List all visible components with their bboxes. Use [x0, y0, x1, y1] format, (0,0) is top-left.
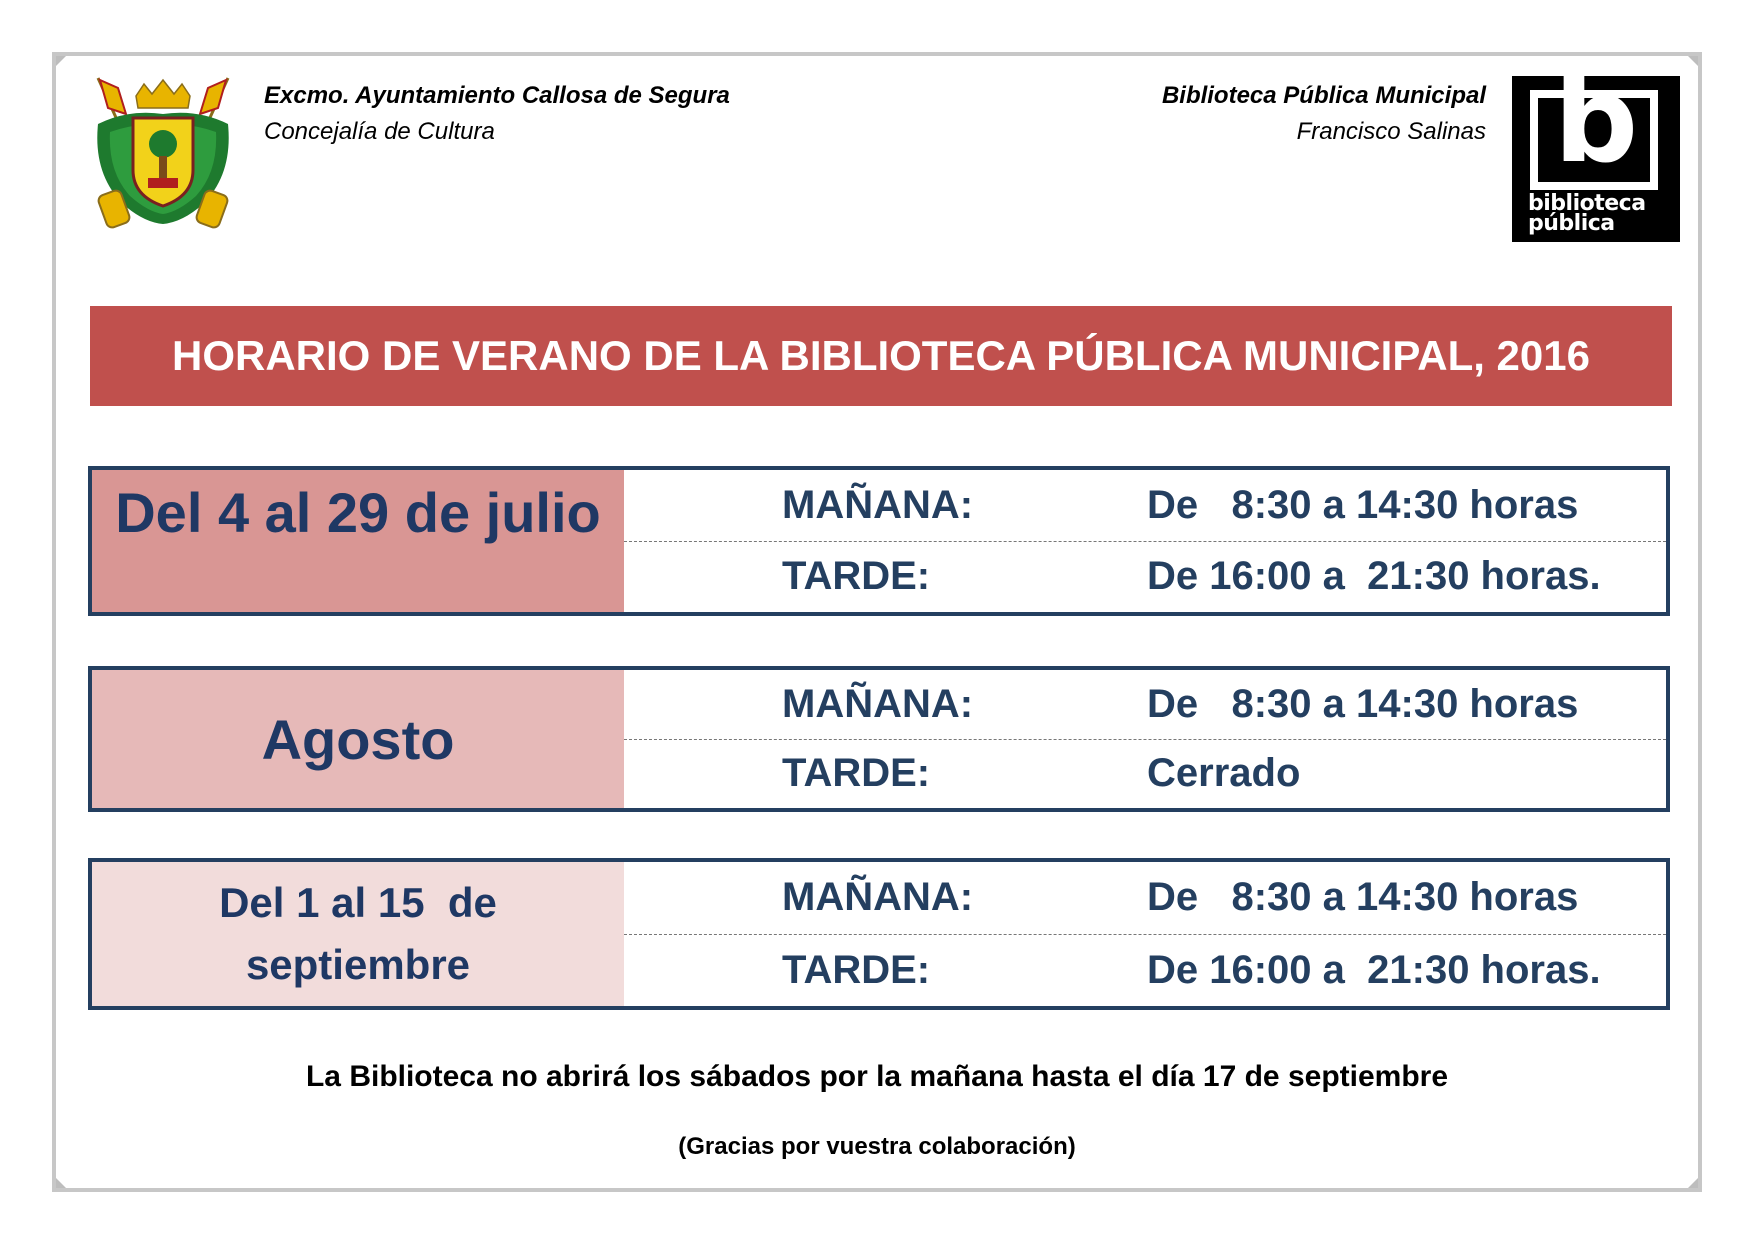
afternoon-label: TARDE:	[782, 947, 931, 992]
thanks-note: (Gracias por vuestra colaboración)	[678, 1133, 1076, 1160]
afternoon-label: TARDE:	[782, 751, 931, 796]
period-cell	[92, 670, 624, 808]
coat-of-arms-icon	[88, 74, 238, 234]
library-name: Biblioteca Pública Municipal	[1161, 82, 1486, 109]
morning-hours: De 8:30 a 14:30 horas	[1147, 681, 1579, 726]
period-label: Agosto	[261, 707, 455, 771]
schedule-block-august	[88, 666, 1670, 812]
department-name: Concejalía de Cultura	[264, 118, 495, 145]
afternoon-row	[624, 542, 1666, 613]
logo-letter: b	[1553, 51, 1639, 189]
afternoon-hours: De 16:00 a 21:30 horas.	[1147, 947, 1601, 992]
afternoon-hours: De 16:00 a 21:30 horas.	[1147, 554, 1601, 599]
library-logo-icon	[1512, 51, 1680, 242]
morning-hours: De 8:30 a 14:30 horas	[1147, 482, 1579, 527]
afternoon-row	[624, 935, 1666, 1007]
morning-label: MAÑANA:	[782, 875, 974, 920]
schedule-block-september	[88, 858, 1670, 1010]
afternoon-row	[624, 740, 1666, 809]
frame-corner	[56, 1178, 66, 1188]
logo-label-line2: pública	[1528, 211, 1615, 236]
hours-rows	[624, 670, 1666, 808]
page-frame	[52, 52, 1702, 1192]
period-label-line1: Del 1 al 15 de	[219, 879, 497, 926]
logo-label	[1528, 191, 1646, 236]
hours-rows	[624, 470, 1666, 612]
afternoon-hours: Cerrado	[1147, 751, 1301, 796]
header-left	[264, 78, 730, 150]
morning-hours: De 8:30 a 14:30 horas	[1147, 875, 1579, 920]
frame-corner	[1688, 56, 1698, 66]
library-subname: Francisco Salinas	[1296, 118, 1486, 145]
morning-label: MAÑANA:	[782, 482, 974, 527]
period-cell	[92, 862, 624, 1006]
afternoon-label: TARDE:	[782, 554, 931, 599]
hours-rows	[624, 862, 1666, 1006]
council-name: Excmo. Ayuntamiento Callosa de Segura	[264, 82, 730, 109]
frame-corner	[56, 56, 66, 66]
period-label-line2: septiembre	[245, 941, 471, 988]
morning-label: MAÑANA:	[782, 681, 974, 726]
header-right	[1162, 78, 1486, 150]
period-label: Del 4 al 29 de julio	[115, 481, 601, 544]
period-cell	[92, 470, 624, 612]
logo-label-line1: biblioteca	[1528, 191, 1646, 216]
morning-row	[624, 670, 1666, 740]
morning-row	[624, 862, 1666, 935]
frame-corner	[1688, 1178, 1698, 1188]
morning-row	[624, 470, 1666, 542]
saturday-notice: La Biblioteca no abrirá los sábados por la mañana hasta el día 17 de septiembre	[305, 1060, 1449, 1093]
schedule-title-banner: HORARIO DE VERANO DE LA BIBLIOTECA PÚBLICA MUNICIPAL, 2016	[90, 306, 1672, 406]
schedule-block-july	[88, 466, 1670, 616]
